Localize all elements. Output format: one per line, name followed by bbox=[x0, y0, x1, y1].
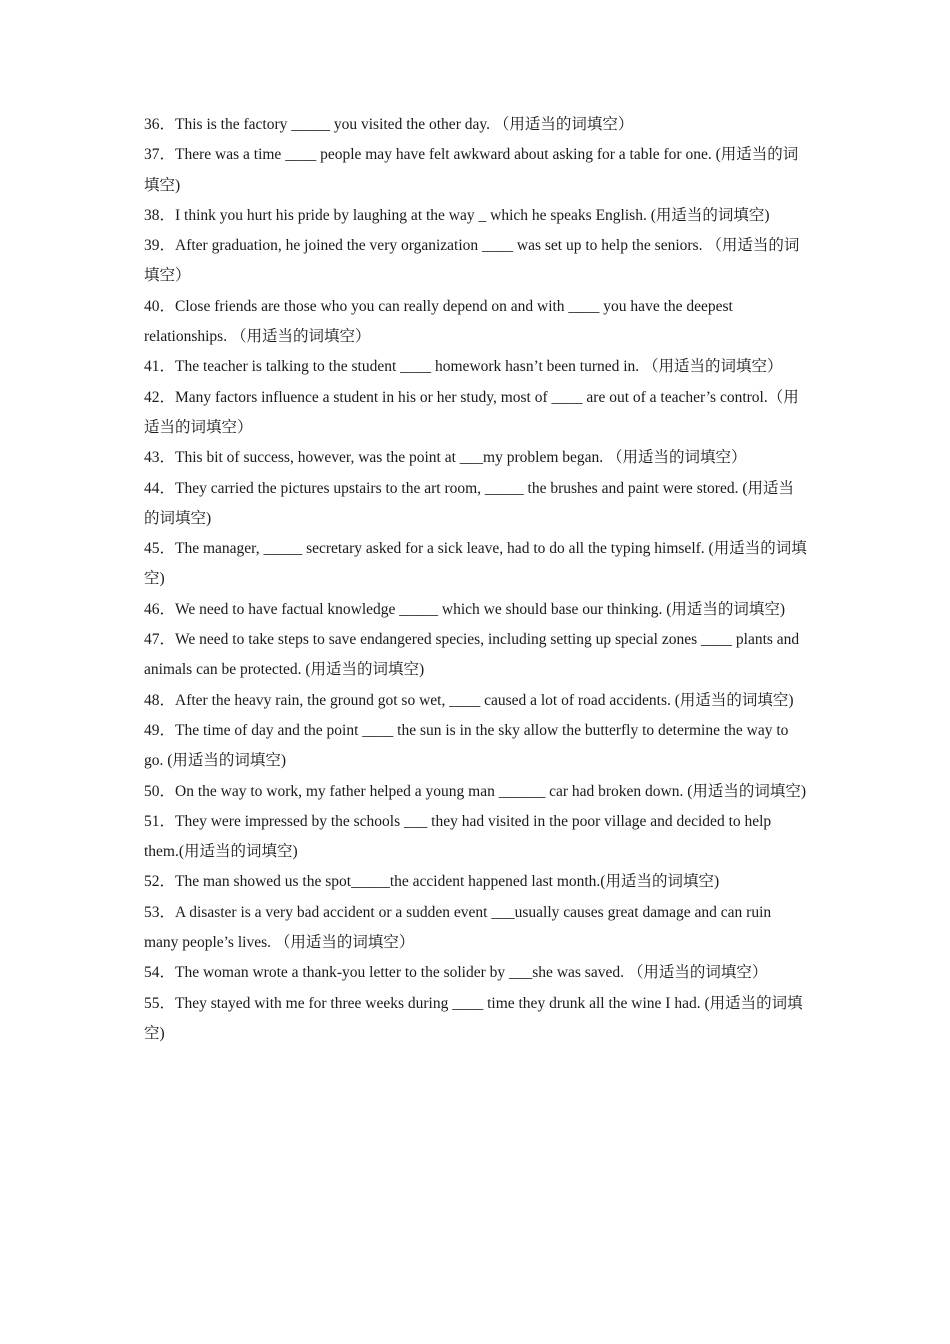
question-37 bbox=[144, 140, 808, 201]
question-number: 42． bbox=[144, 388, 176, 406]
question-number: 38． bbox=[144, 206, 176, 224]
question-number: 53． bbox=[144, 903, 176, 921]
question-54 bbox=[144, 958, 808, 988]
question-number: 52． bbox=[144, 873, 176, 891]
question-number: 40． bbox=[144, 297, 176, 315]
question-39 bbox=[144, 231, 808, 292]
question-number: 41． bbox=[144, 358, 176, 376]
question-text: The woman wrote a thank-you letter to the solider by ___she was saved. （用适当的词填空） bbox=[175, 964, 768, 982]
question-45 bbox=[144, 534, 808, 595]
question-number: 37． bbox=[144, 146, 176, 164]
question-38 bbox=[144, 201, 808, 231]
question-52 bbox=[144, 867, 808, 897]
question-text: They stayed with me for three weeks during ____ time they drunk all the wine I had. (用适当的词填空) bbox=[144, 994, 803, 1042]
question-number: 45． bbox=[144, 540, 176, 558]
question-text: The manager, _____ secretary asked for a sick leave, had to do all the typing himself. (用适当的词填空) bbox=[144, 540, 807, 588]
question-text: The teacher is talking to the student ____ homework hasn’t been turned in. （用适当的词填空） bbox=[175, 358, 783, 376]
question-text: Close friends are those who you can really depend on and with ____ you have the deepest relationships. （用适当的词填空） bbox=[144, 297, 733, 346]
question-41 bbox=[144, 352, 808, 382]
question-text: This bit of success, however, was the point at ___my problem began. （用适当的词填空） bbox=[175, 449, 747, 467]
question-42 bbox=[144, 383, 808, 444]
question-number: 49． bbox=[144, 721, 176, 739]
question-48 bbox=[144, 686, 808, 716]
question-55 bbox=[144, 989, 808, 1050]
question-number: 55． bbox=[144, 994, 176, 1012]
question-text: We need to have factual knowledge _____ which we should base our thinking. (用适当的词填空) bbox=[175, 600, 786, 618]
question-44 bbox=[144, 474, 808, 535]
question-number: 50． bbox=[144, 782, 176, 800]
question-number: 51． bbox=[144, 812, 176, 830]
document-page bbox=[144, 110, 808, 1049]
question-text: The time of day and the point ____ the sun is in the sky allow the butterfly to determine the way to go. (用适当的词填空) bbox=[144, 721, 789, 770]
question-text: We need to take steps to save endangered species, including setting up special zones ____ plants and animals can be protected. (用适当的词填空) bbox=[144, 631, 800, 679]
question-text: I think you hurt his pride by laughing at the way _ which he speaks English. (用适当的词填空) bbox=[175, 206, 770, 224]
question-text: After graduation, he joined the very organization ____ was set up to help the seniors. （用适当的词填空） bbox=[144, 237, 800, 285]
question-number: 43． bbox=[144, 449, 176, 467]
question-number: 39． bbox=[144, 237, 176, 255]
question-49 bbox=[144, 716, 808, 777]
question-43 bbox=[144, 443, 808, 473]
question-number: 48． bbox=[144, 691, 176, 709]
question-text: This is the factory _____ you visited the other day. （用适当的词填空） bbox=[175, 116, 634, 133]
question-47 bbox=[144, 625, 808, 686]
question-text: There was a time ____ people may have felt awkward about asking for a table for one. (用适当的词填空) bbox=[144, 146, 799, 194]
question-number: 54． bbox=[144, 964, 176, 982]
question-number: 36． bbox=[144, 116, 176, 133]
question-text: A disaster is a very bad accident or a sudden event ___usually causes great damage and can ruin many people’s lives. （用适当的词填空） bbox=[144, 903, 772, 952]
question-53 bbox=[144, 898, 808, 959]
question-number: 46． bbox=[144, 600, 176, 618]
question-text: The man showed us the spot_____the accident happened last month.(用适当的词填空) bbox=[175, 873, 720, 891]
question-text: After the heavy rain, the ground got so wet, ____ caused a lot of road accidents. (用适当的词填空) bbox=[175, 691, 794, 709]
question-text: On the way to work, my father helped a young man ______ car had broken down. (用适当的词填空) bbox=[175, 782, 807, 800]
question-36 bbox=[144, 110, 808, 140]
question-text: They were impressed by the schools ___ they had visited in the poor village and decided to help them.(用适当的词填空) bbox=[144, 812, 772, 861]
question-50 bbox=[144, 777, 808, 807]
question-number: 47． bbox=[144, 631, 176, 649]
question-51 bbox=[144, 807, 808, 868]
question-40 bbox=[144, 292, 808, 353]
question-46 bbox=[144, 595, 808, 625]
question-text: Many factors influence a student in his or her study, most of ____ are out of a teacher’s control.（用适当的词填空） bbox=[144, 388, 799, 436]
question-number: 44． bbox=[144, 479, 176, 497]
question-text: They carried the pictures upstairs to the art room, _____ the brushes and paint were stored. (用适当的词填空) bbox=[144, 479, 794, 527]
